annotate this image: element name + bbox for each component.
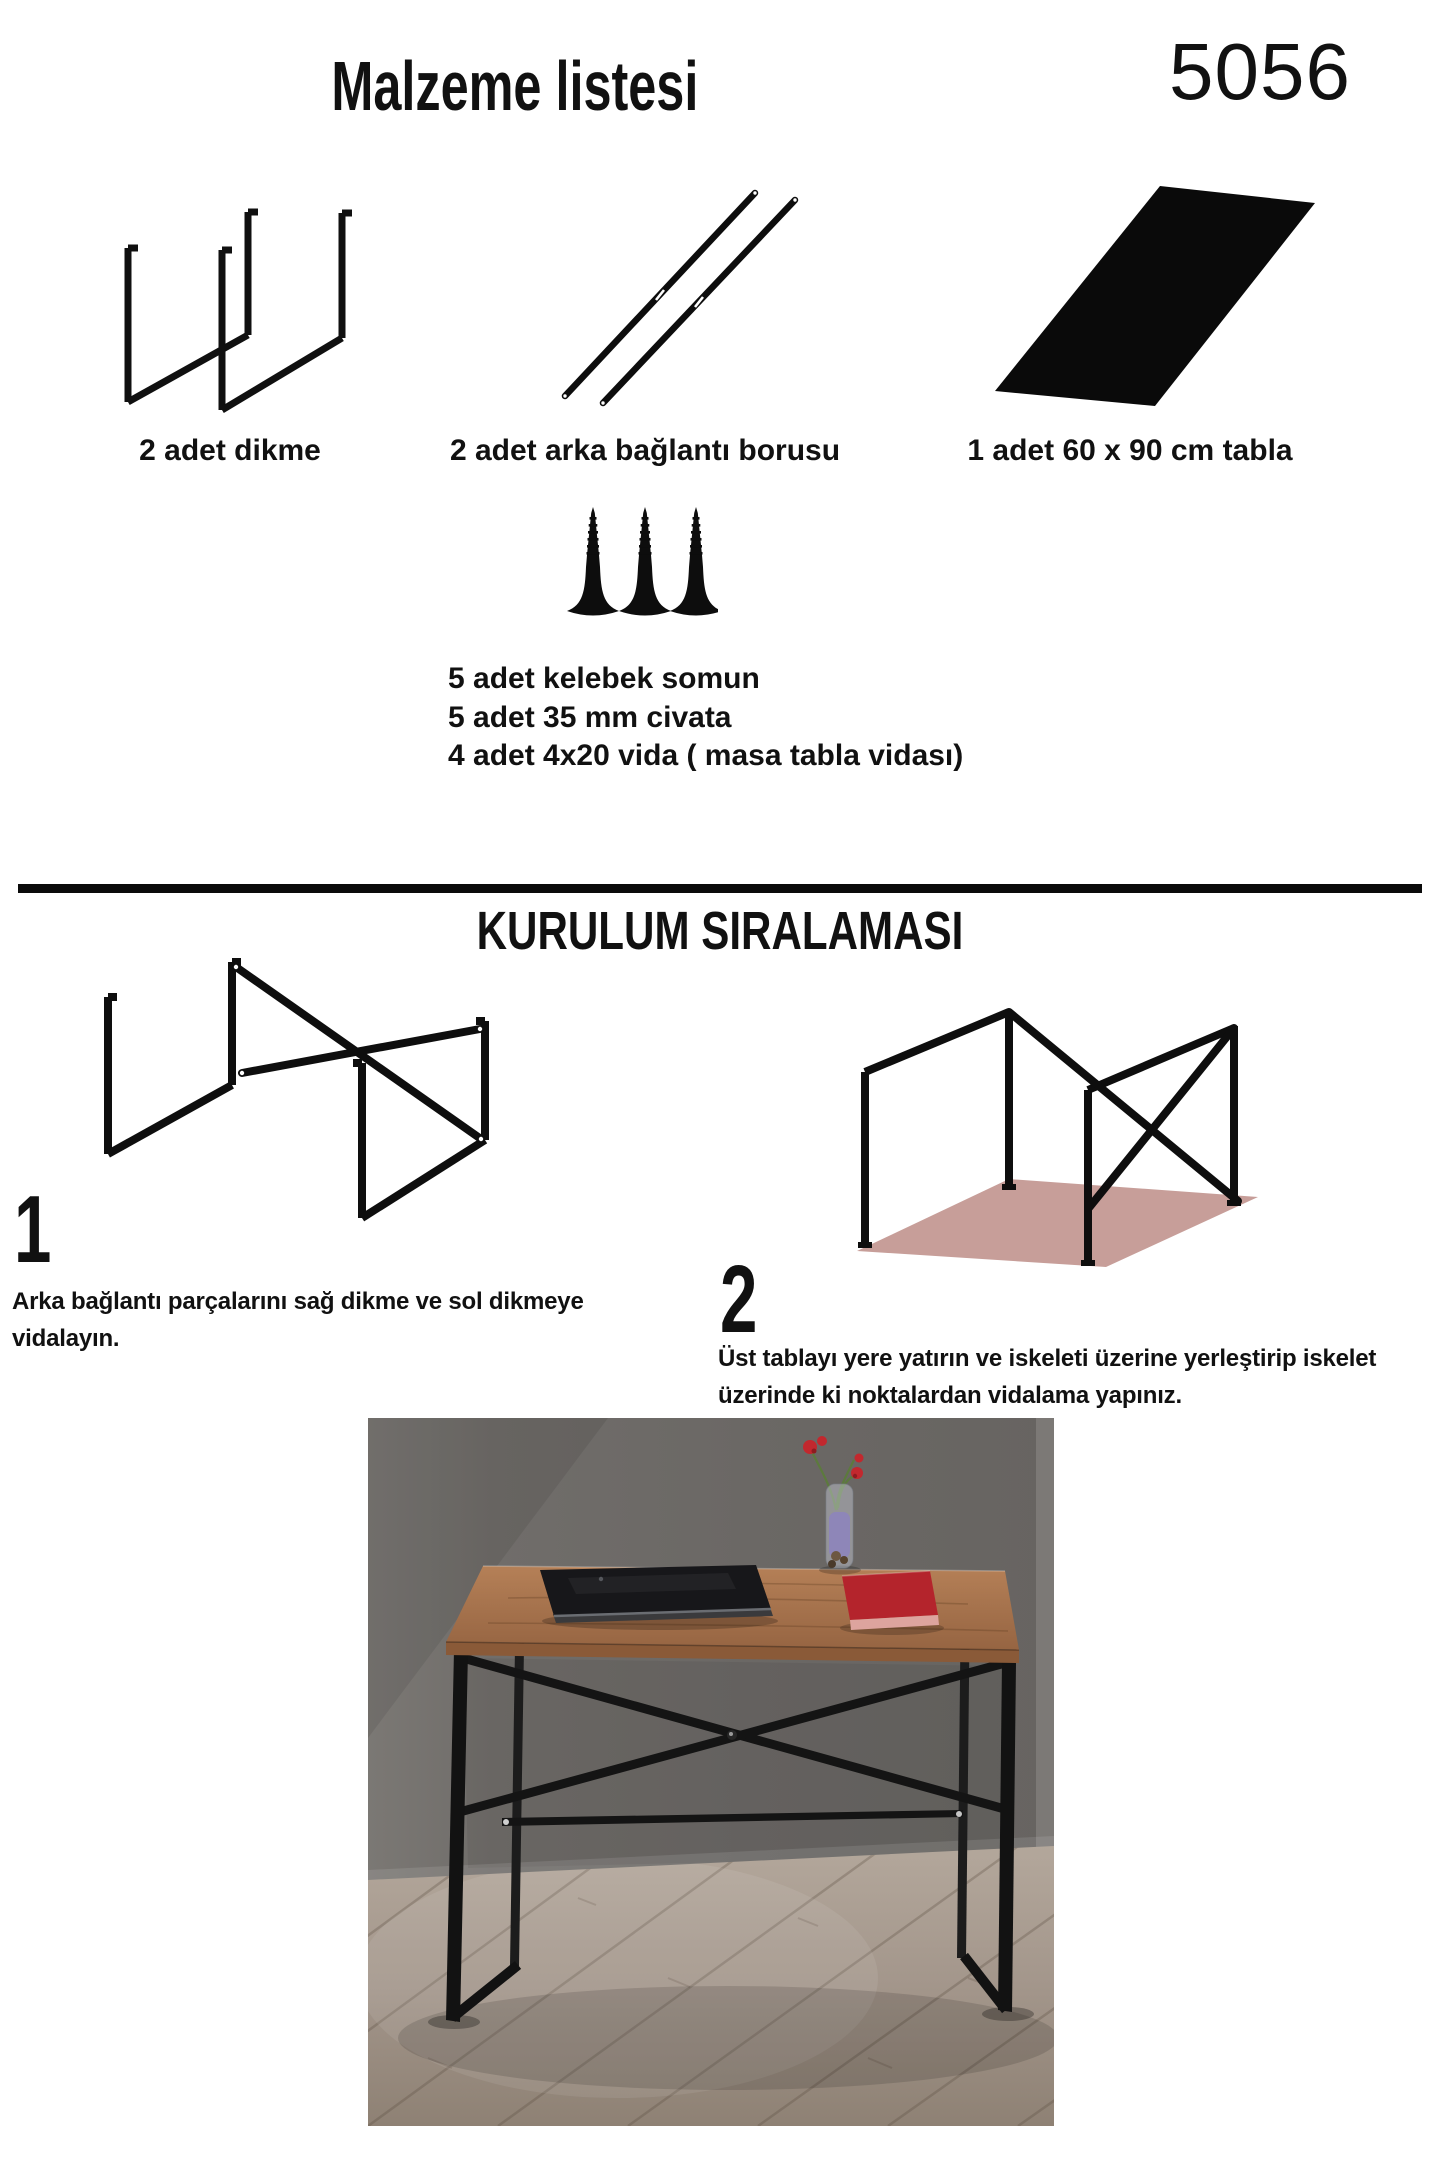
step2-text: Üst tablayı yere yatırın ve iskeleti üzerine yerleştirip iskelet üzerinde ki noktalardan vidalama yapınız. [718,1345,1377,1409]
assembly-heading-text: KURULUM SIRALAMASI [476,901,964,961]
page-title [0,48,1030,124]
step2-tabletop-shape [857,1179,1258,1267]
page-title-text: Malzeme listesi [331,47,699,125]
hardware-list [448,660,963,776]
upright-frames-diagram-icon [100,148,370,418]
red-book [840,1571,944,1635]
step1-diagram-icon [55,952,525,1242]
step1-number: 1 [14,1176,52,1283]
hardware-item: 5 adet 35 mm civata [448,700,732,734]
part-label-dikme: 2 adet dikme [139,434,321,467]
screws-icon [558,493,718,625]
step1-text: Arka bağlantı parçalarını sağ dikme ve sol dikmeye vidalayın. [12,1288,584,1352]
hardware-item: 5 adet kelebek somun [448,662,760,695]
part-label-tabla: 1 adet 60 x 90 cm tabla [967,434,1293,467]
hardware-item: 4 adet 4x20 vida ( masa tabla vidası) [448,739,964,772]
section-divider [18,884,1422,893]
step2-number: 2 [720,1246,758,1353]
part-label-baglanti-borusu: 2 adet arka bağlantı borusu [449,434,841,467]
laptop [540,1565,778,1630]
model-number: 5056 [1169,27,1351,116]
tabletop-diagram-icon [980,173,1330,418]
back-connection-tubes-diagram-icon [550,183,810,418]
step2-diagram-icon [830,992,1300,1282]
product-photo [368,1418,1054,2126]
